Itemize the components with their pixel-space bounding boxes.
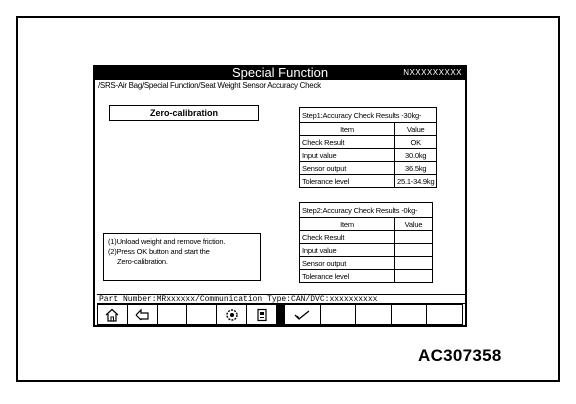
table-row bbox=[300, 257, 433, 270]
breadcrumb: /SRS-Air Bag/Special Function/Seat Weight Sensor Accuracy Check bbox=[98, 81, 321, 90]
toolbar-button-blank[interactable] bbox=[321, 305, 357, 324]
home-button[interactable] bbox=[98, 305, 128, 324]
ok-check-icon bbox=[293, 309, 311, 321]
row-value: OK bbox=[395, 136, 437, 149]
toolbar-button-blank[interactable] bbox=[158, 305, 188, 324]
table-row bbox=[300, 244, 433, 257]
window-title: Special Function bbox=[231, 65, 329, 80]
row-item: Sensor output bbox=[300, 162, 395, 175]
row-item: Tolerance level bbox=[300, 270, 395, 283]
print-button[interactable] bbox=[247, 305, 276, 324]
step1-title: Step1:Accuracy Check Results -30kg- bbox=[300, 108, 437, 123]
row-value bbox=[395, 231, 433, 244]
table-row bbox=[300, 149, 437, 162]
row-item: Check Result bbox=[300, 136, 395, 149]
left-toolbar bbox=[97, 304, 277, 325]
instruction-line: (2)Press OK button and start the bbox=[108, 247, 210, 256]
home-icon bbox=[104, 308, 120, 322]
window-code: NXXXXXXXXX bbox=[403, 68, 462, 77]
toolbar-button-blank[interactable] bbox=[356, 305, 392, 324]
row-value: 30.0kg bbox=[395, 149, 437, 162]
toolbar-button-blank[interactable] bbox=[187, 305, 217, 324]
right-toolbar bbox=[282, 304, 463, 325]
toolbar-button-blank[interactable] bbox=[392, 305, 428, 324]
ok-button[interactable] bbox=[285, 305, 321, 324]
row-item: Input value bbox=[300, 149, 395, 162]
table-row bbox=[300, 175, 437, 188]
row-item: Tolerance level bbox=[300, 175, 395, 188]
settings-button[interactable] bbox=[217, 305, 247, 324]
print-icon bbox=[256, 308, 268, 322]
status-bar: Part Number:MRxxxxxx/Communication Type:CAN/DVC:xxxxxxxxxx bbox=[97, 294, 465, 304]
settings-icon bbox=[225, 308, 239, 322]
instruction-line: (1)Unload weight and remove friction. bbox=[108, 237, 226, 246]
column-header-value: Value bbox=[395, 218, 433, 231]
row-item: Sensor output bbox=[300, 257, 395, 270]
row-value bbox=[395, 244, 433, 257]
table-row bbox=[300, 231, 433, 244]
column-header-item: Item bbox=[300, 218, 395, 231]
back-icon bbox=[133, 308, 151, 322]
row-value bbox=[395, 257, 433, 270]
instructions-box bbox=[103, 233, 261, 281]
row-item: Input value bbox=[300, 244, 395, 257]
table-row bbox=[300, 162, 437, 175]
toolbar-button-blank[interactable] bbox=[427, 305, 462, 324]
row-value bbox=[395, 270, 433, 283]
figure-id: AC307358 bbox=[418, 346, 502, 365]
zero-calibration-label: Zero-calibration bbox=[109, 105, 259, 121]
step1-results-table bbox=[299, 107, 437, 188]
row-item: Check Result bbox=[300, 231, 395, 244]
step2-results-table bbox=[299, 202, 433, 283]
back-button[interactable] bbox=[128, 305, 158, 324]
row-value: 36.5kg bbox=[395, 162, 437, 175]
table-row bbox=[300, 270, 433, 283]
column-header-value: Value bbox=[395, 123, 437, 136]
column-header-item: Item bbox=[300, 123, 395, 136]
instruction-line: Zero-calibration. bbox=[117, 257, 168, 266]
scan-tool-screen bbox=[93, 65, 467, 327]
row-value: 25.1-34.9kg bbox=[395, 175, 437, 188]
table-row bbox=[300, 136, 437, 149]
step2-title: Step2:Accuracy Check Results -0kg- bbox=[300, 203, 433, 218]
title-bar bbox=[95, 67, 465, 80]
